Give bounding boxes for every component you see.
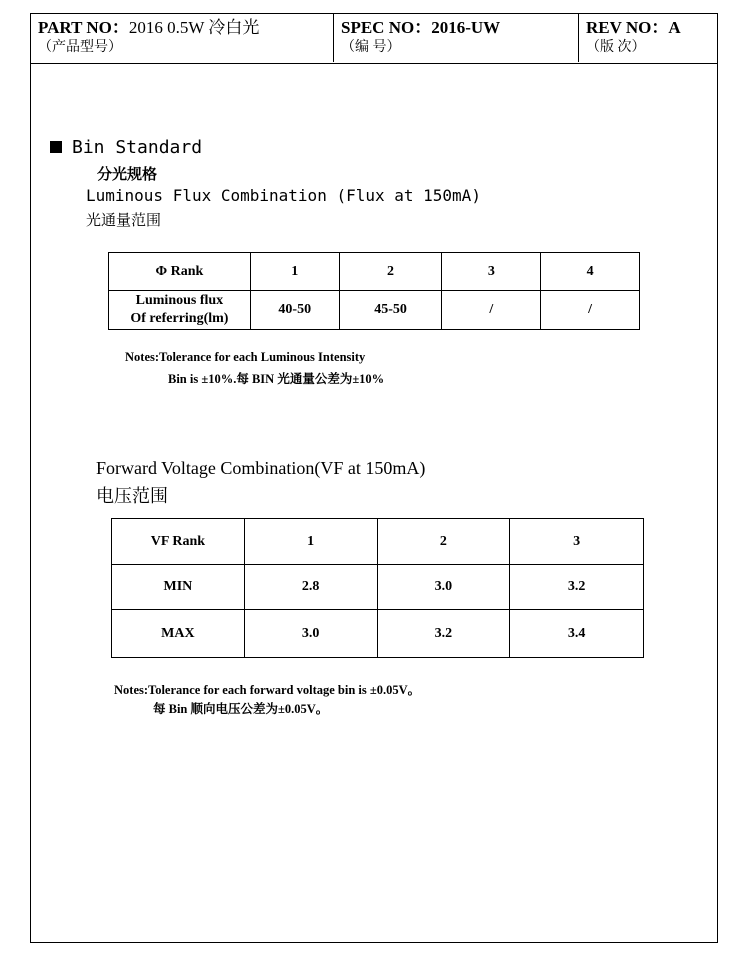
flux-rank-1: 1 (250, 253, 339, 291)
vf-min-value-3: 3.2 (510, 565, 644, 610)
flux-table-header-row (109, 253, 640, 291)
revision-label: REV NO： (586, 18, 669, 37)
bin-standard-title-cn: 分光规格 (97, 167, 158, 183)
vf-min-label: MIN (112, 565, 245, 610)
vf-max-row (112, 610, 644, 658)
part-number-label: PART NO： (38, 18, 129, 37)
vf-table-header-row (112, 519, 644, 565)
vf-min-row (112, 565, 644, 610)
vf-rank-1: 1 (244, 519, 377, 565)
bin-standard-title (50, 137, 202, 158)
spec-number-cell (334, 14, 579, 62)
vf-max-label: MAX (112, 610, 245, 658)
flux-value-3: / (442, 291, 541, 330)
flux-rank-header: Φ Rank (109, 253, 251, 291)
flux-rank-2: 2 (339, 253, 442, 291)
bin-standard-title-text: Bin Standard (72, 137, 203, 158)
vf-rank-header: VF Rank (112, 519, 245, 565)
vf-min-value-2: 3.0 (377, 565, 510, 610)
revision-cell (579, 14, 717, 62)
vf-note-line1: Notes:Tolerance for each forward voltage bin is ±0.05V。 (114, 683, 421, 697)
flux-rank-3: 3 (442, 253, 541, 291)
spec-number-value: 2016-UW (431, 18, 501, 37)
flux-heading-cn: 光通量范围 (86, 213, 162, 229)
flux-value-2: 45-50 (339, 291, 442, 330)
vf-min-value-1: 2.8 (244, 565, 377, 610)
vf-max-value-2: 3.2 (377, 610, 510, 658)
vf-rank-2: 2 (377, 519, 510, 565)
flux-heading: Luminous Flux Combination (Flux at 150mA) (86, 186, 481, 205)
vf-bin-table (111, 518, 644, 658)
vf-heading: Forward Voltage Combination(VF at 150mA) (96, 458, 426, 478)
spec-number-subtitle: （编 号） (341, 40, 401, 55)
flux-rank-4: 4 (541, 253, 640, 291)
part-number-subtitle: （产品型号） (38, 40, 122, 55)
vf-max-value-1: 3.0 (244, 610, 377, 658)
flux-row-label (109, 291, 251, 330)
vf-note-line2: 每 Bin 顺向电压公差为±0.05V。 (153, 702, 329, 716)
document-header (31, 14, 717, 64)
revision-value: A (668, 18, 681, 37)
part-number-value: 2016 0.5W 冷白光 (128, 18, 260, 37)
square-bullet-icon (50, 141, 62, 153)
flux-row-label-line1: Luminous flux (135, 293, 224, 308)
flux-row-label-line2: Of referring(lm) (130, 311, 229, 326)
flux-value-4: / (541, 291, 640, 330)
flux-bin-table (108, 252, 640, 330)
revision-subtitle: （版 次） (586, 40, 646, 55)
spec-number-label: SPEC NO： (341, 18, 432, 37)
vf-max-value-3: 3.4 (510, 610, 644, 658)
flux-note-line1: Notes:Tolerance for each Luminous Intensity (125, 350, 366, 364)
flux-values-row (109, 291, 640, 330)
vf-rank-3: 3 (510, 519, 644, 565)
flux-value-1: 40-50 (250, 291, 339, 330)
part-number-cell (31, 14, 334, 62)
vf-heading-cn: 电压范围 (96, 486, 168, 506)
flux-note-line2: Bin is ±10%.每 BIN 光通量公差为±10% (168, 372, 385, 386)
